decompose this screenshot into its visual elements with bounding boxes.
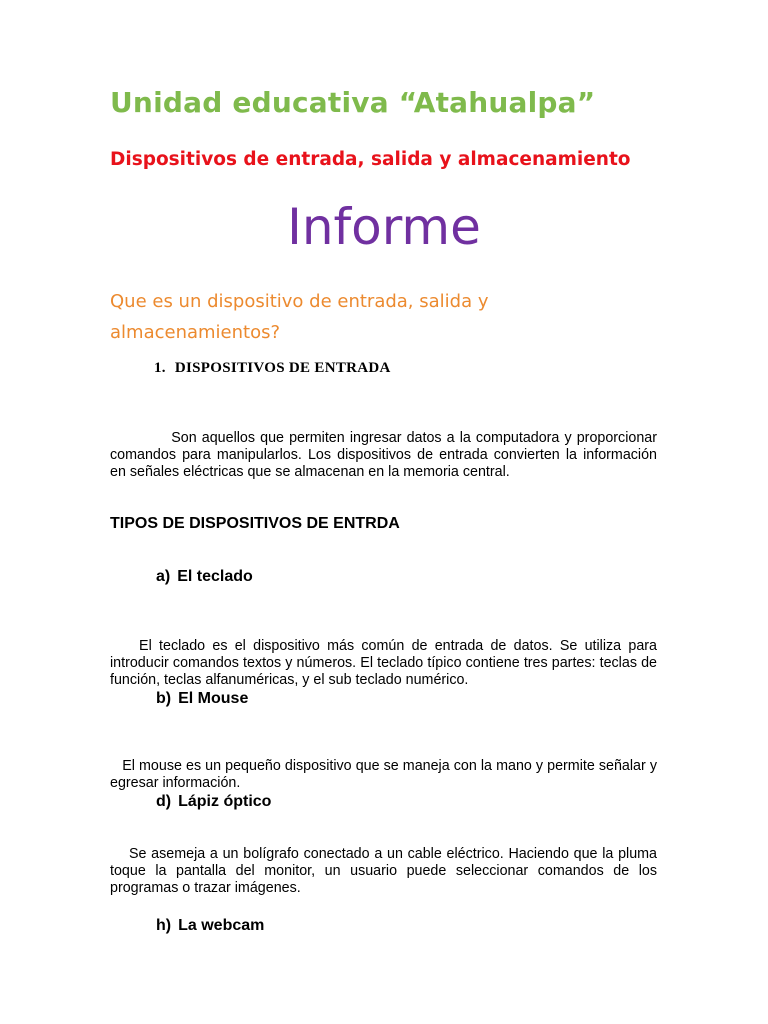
light-pen-text: Se asemeja a un bolígrafo conectado a un cable eléctrico. Haciendo que la pluma toque la pantalla del monitor, un usuario puede seleccionar comandos de los programas o trazar imágenes.: [110, 846, 658, 897]
intro-text: Son aquellos que permiten ingresar datos a la computadora y proporcionar comandos para manipularlos. Los dispositivos de entrada convierten la información en señales eléctricas que se almacenan en la memoria central.: [110, 430, 657, 481]
item-label: El Mouse: [178, 690, 249, 707]
types-heading: TIPOS DE DISPOSITIVOS DE ENTRDA: [110, 515, 400, 532]
item-marker: b): [156, 690, 172, 707]
item-heading-keyboard: [156, 568, 253, 586]
keyboard-text: El teclado es el dispositivo más común de entrada de datos. Se utiliza para introducir comandos textos y números. El teclado típico contiene tres partes: teclas de función, teclas alfanuméricas, y el sub teclado numérico.: [110, 638, 658, 689]
keyboard-paragraph: [110, 638, 657, 690]
mouse-paragraph: [110, 758, 657, 792]
guiding-question: Que es un dispositivo de entrada, salida y almacenamientos?: [110, 291, 489, 343]
light-pen-paragraph: [110, 846, 657, 898]
item-heading-light-pen: [156, 793, 271, 811]
item-label: El teclado: [177, 568, 253, 585]
item-heading-mouse: [156, 690, 248, 708]
document-title: Informe: [287, 198, 481, 256]
section-title: DISPOSITIVOS DE ENTRADA: [174, 360, 391, 376]
intro-paragraph: [110, 430, 657, 482]
document-subtitle: Dispositivos de entrada, salida y almacenamiento: [110, 149, 631, 170]
item-marker: h): [156, 917, 172, 934]
school-name: Unidad educativa “Atahualpa”: [110, 86, 596, 119]
section-number: 1.: [154, 360, 166, 376]
item-label: Lápiz óptico: [178, 793, 272, 810]
section-heading: [154, 360, 391, 377]
item-marker: d): [156, 793, 172, 810]
item-label: La webcam: [178, 917, 265, 934]
item-heading-webcam: [156, 917, 264, 935]
item-marker: a): [156, 568, 171, 585]
mouse-text: El mouse es un pequeño dispositivo que se maneja con la mano y permite señalar y egresar información.: [110, 758, 657, 792]
